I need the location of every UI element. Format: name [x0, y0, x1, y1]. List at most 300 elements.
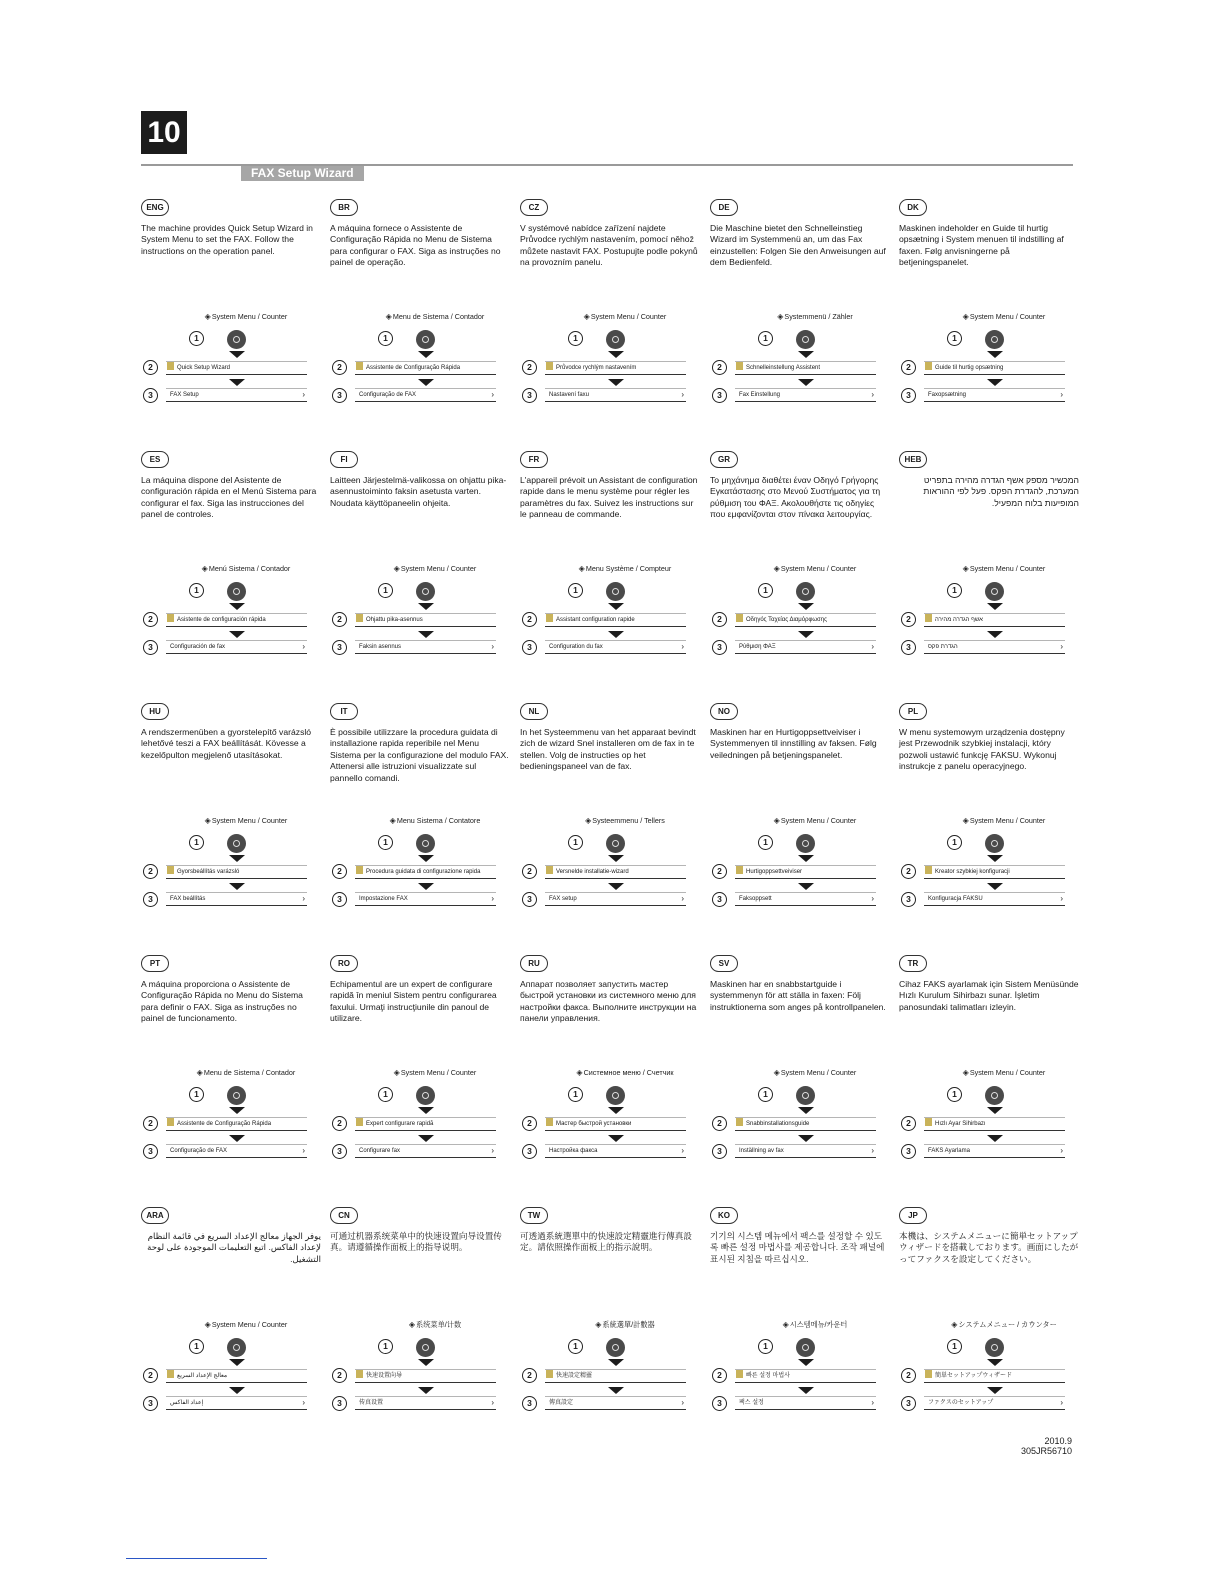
language-section-tr — [899, 955, 1079, 1175]
step-2-number: 2 — [901, 612, 916, 627]
menu-item-label: Hızlı Ayar Sihirbazı — [935, 1121, 986, 1127]
menu-item-quick-setup[interactable] — [166, 361, 307, 375]
menu-path-label — [171, 564, 321, 573]
wizard-icon — [167, 362, 174, 370]
menu-item-label: Gyorsbeállítás varázsló — [177, 869, 240, 875]
menu-item-label: Nastavení faxu — [549, 392, 590, 398]
chevron-right-icon: › — [681, 1398, 684, 1407]
menu-item-label: Schnelleinstellung Assistent — [746, 365, 821, 371]
system-menu-button-icon[interactable] — [606, 582, 625, 601]
menu-item-quick-setup[interactable] — [924, 361, 1065, 375]
down-arrow-icon — [987, 855, 1003, 862]
menu-path-text: System Menu / Counter — [590, 312, 667, 321]
down-arrow-icon — [608, 603, 624, 610]
menu-path-label — [740, 1068, 890, 1077]
step-2-number: 2 — [712, 360, 727, 375]
language-code-badge: BR — [330, 199, 358, 216]
instruction-text: The machine provides Quick Setup Wizard in System Menu to set the FAX. Follow the instructions on the operation panel. — [141, 223, 313, 256]
system-menu-button-icon[interactable] — [796, 330, 815, 349]
system-menu-key-icon: ◈ — [393, 564, 400, 573]
language-section-ko — [710, 1207, 890, 1427]
menu-item-label: Inställning av fax — [739, 1148, 784, 1154]
down-arrow-icon — [418, 631, 434, 638]
down-arrow-icon — [608, 631, 624, 638]
step-2-number: 2 — [901, 1116, 916, 1131]
step-2-number: 2 — [712, 612, 727, 627]
language-code-badge: GR — [710, 451, 738, 468]
menu-item-fax-setup[interactable] — [545, 892, 686, 906]
menu-path-label — [360, 564, 510, 573]
system-menu-button-icon[interactable] — [606, 1338, 625, 1357]
step-3-number: 3 — [522, 892, 537, 907]
down-arrow-icon — [987, 1107, 1003, 1114]
menu-path-text: System Menu / Counter — [211, 312, 288, 321]
menu-path-text: Menu de Sistema / Contador — [203, 1068, 296, 1077]
step-3-number: 3 — [143, 388, 158, 403]
instruction-text: 本機は、システムメニューに簡単セットアップウィザードを搭載しております。画面にしたがってファクスを設定してください。 — [899, 1231, 1079, 1264]
step-3-number: 3 — [712, 388, 727, 403]
language-section-hu — [141, 703, 321, 923]
down-arrow-icon — [229, 351, 245, 358]
footer-date: 2010.9 — [1044, 1436, 1072, 1446]
step-1-number: 1 — [189, 1339, 204, 1354]
menu-item-label: 簡単セットアップウィザード — [935, 1373, 1013, 1379]
menu-path-label — [740, 1320, 890, 1330]
menu-path-text: システムメニュー / カウンター — [958, 1320, 1057, 1329]
menu-item-label: Configuración de fax — [170, 644, 226, 650]
menu-item-label: Configuração de FAX — [359, 392, 417, 398]
menu-item-label: Настройка факса — [549, 1148, 598, 1154]
step-2-number: 2 — [143, 360, 158, 375]
instruction-text: W menu systemowym urządzenia dostępny jest Przewodnik szybkiej instalacji, który pozwoli ustawić funkcję FAKSU. Wykonuj instrukcje z panelu operacyjnego. — [899, 727, 1065, 772]
instruction-text: يوفر الجهاز معالج الإعداد السريع في قائمة النظام لإعداد الفاكس. اتبع التعليمات الموجودة على لوحة التشغيل. — [147, 1231, 321, 1264]
step-3-number: 3 — [522, 1144, 537, 1159]
down-arrow-icon — [608, 1107, 624, 1114]
menu-item-label: Ρύθμιση ΦΑΞ — [739, 644, 776, 650]
menu-item-fax-setup[interactable] — [545, 1396, 686, 1410]
wizard-icon — [167, 1370, 174, 1378]
menu-item-label: Configuração de FAX — [170, 1148, 228, 1154]
menu-item-fax-setup[interactable] — [735, 640, 876, 654]
menu-path-label — [550, 816, 700, 825]
down-arrow-icon — [229, 1387, 245, 1394]
menu-path-text: System Menu / Counter — [969, 312, 1046, 321]
step-1-number: 1 — [947, 331, 962, 346]
step-1-number: 1 — [189, 331, 204, 346]
menu-item-fax-setup[interactable] — [735, 1396, 876, 1410]
step-1-number: 1 — [947, 835, 962, 850]
instruction-text: Cihaz FAKS ayarlamak için Sistem Menüsünde Hızlı Kurulum Sihirbazı sunar. İşletim panosundaki talimatları izleyin. — [899, 979, 1079, 1012]
menu-item-quick-setup[interactable] — [735, 1369, 876, 1383]
down-arrow-icon — [608, 1135, 624, 1142]
step-3-number: 3 — [332, 640, 347, 655]
step-3-number: 3 — [712, 640, 727, 655]
instruction-text: Аппарат позволяет запустить мастер быстрой установки из системного меню для настройки факса. Выполните инструкции на панели управления. — [520, 979, 697, 1024]
system-menu-button-icon[interactable] — [416, 582, 435, 601]
wizard-icon — [925, 1370, 932, 1378]
menu-item-fax-setup[interactable] — [355, 892, 496, 906]
wizard-icon — [736, 1370, 743, 1378]
menu-item-quick-setup[interactable] — [355, 1369, 496, 1383]
wizard-icon — [925, 614, 932, 622]
system-menu-button-icon[interactable] — [227, 834, 246, 853]
menu-item-label: Hurtigoppsettveiviser — [746, 869, 803, 875]
menu-item-quick-setup[interactable] — [166, 1369, 307, 1383]
menu-item-fax-setup[interactable] — [166, 388, 307, 402]
language-section-de — [710, 199, 890, 419]
step-2-number: 2 — [712, 1116, 727, 1131]
chevron-right-icon: › — [491, 1146, 494, 1155]
instruction-text: In het Systeemmenu van het apparaat bevindt zich de wizard Snel installeren om de fax in te stellen. Volg de instructies op het bedieningspaneel van de fax. — [520, 727, 696, 772]
step-3-number: 3 — [143, 892, 158, 907]
system-menu-button-icon[interactable] — [606, 1086, 625, 1105]
system-menu-button-icon[interactable] — [985, 330, 1004, 349]
menu-item-quick-setup[interactable] — [355, 1117, 496, 1131]
language-code-badge: FR — [520, 451, 548, 468]
system-menu-button-icon[interactable] — [985, 1086, 1004, 1105]
language-section-cn — [330, 1207, 510, 1427]
step-3-number: 3 — [901, 1396, 916, 1411]
wizard-icon — [356, 1370, 363, 1378]
down-arrow-icon — [987, 1359, 1003, 1366]
system-menu-button-icon[interactable] — [796, 834, 815, 853]
step-3-number: 3 — [522, 640, 537, 655]
down-arrow-icon — [418, 1107, 434, 1114]
step-3-number: 3 — [901, 640, 916, 655]
language-code-badge: RU — [520, 955, 548, 972]
menu-item-label: Assistente de Configuração Rápida — [177, 1121, 272, 1127]
menu-item-fax-setup[interactable] — [924, 640, 1065, 654]
language-code-badge: PL — [899, 703, 927, 720]
chevron-right-icon: › — [681, 1146, 684, 1155]
system-menu-button-icon[interactable] — [985, 582, 1004, 601]
menu-item-label: معالج الإعداد السريع — [177, 1373, 228, 1379]
step-1-number: 1 — [189, 1087, 204, 1102]
system-menu-key-icon: ◈ — [389, 816, 396, 825]
system-menu-key-icon: ◈ — [583, 312, 590, 321]
instruction-text: 기기의 시스템 메뉴에서 팩스를 설정할 수 있도록 빠른 설정 마법사를 제공합니다. 조작 패널에 표시된 지침을 따르십시오. — [710, 1231, 885, 1264]
instruction-text: La máquina dispone del Asistente de configuración rápida en el Menú Sistema para configurar el fax. Siga las instrucciones del panel de controles. — [141, 475, 317, 520]
language-section-heb — [899, 451, 1079, 671]
menu-item-label: FAX setup — [549, 896, 577, 902]
menu-path-label — [740, 816, 890, 825]
menu-item-label: Configuration du fax — [549, 644, 603, 650]
menu-path-text: System Menu / Counter — [780, 1068, 857, 1077]
step-3-number: 3 — [522, 388, 537, 403]
menu-item-label: אשף הגדרה מהירה — [935, 617, 983, 623]
wizard-icon — [356, 866, 363, 874]
language-section-it — [330, 703, 510, 923]
menu-item-fax-setup[interactable] — [924, 388, 1065, 402]
menu-item-quick-setup[interactable] — [545, 865, 686, 879]
menu-item-quick-setup[interactable] — [735, 1117, 876, 1131]
language-section-ro — [330, 955, 510, 1175]
menu-item-fax-setup[interactable] — [166, 640, 307, 654]
wizard-icon — [546, 1118, 553, 1126]
step-1-number: 1 — [947, 1087, 962, 1102]
menu-item-fax-setup[interactable] — [924, 1396, 1065, 1410]
step-number-badge: 10 — [141, 111, 187, 154]
down-arrow-icon — [608, 883, 624, 890]
menu-item-label: Faksoppsett — [739, 896, 772, 902]
system-menu-button-icon[interactable] — [796, 1338, 815, 1357]
menu-item-label: Snabbinstallationsguide — [746, 1121, 810, 1127]
down-arrow-icon — [798, 1135, 814, 1142]
step-3-number: 3 — [522, 1396, 537, 1411]
menu-path-label — [929, 1320, 1079, 1330]
menu-item-fax-setup[interactable] — [735, 1144, 876, 1158]
menu-path-label — [171, 1320, 321, 1329]
step-1-number: 1 — [378, 331, 393, 346]
down-arrow-icon — [798, 883, 814, 890]
menu-item-quick-setup[interactable] — [924, 865, 1065, 879]
menu-item-fax-setup[interactable] — [355, 640, 496, 654]
menu-item-fax-setup[interactable] — [735, 388, 876, 402]
wizard-icon — [736, 362, 743, 370]
chevron-right-icon: › — [491, 894, 494, 903]
menu-path-label — [929, 312, 1079, 321]
system-menu-button-icon[interactable] — [416, 834, 435, 853]
instruction-text: Το μηχάνημα διαθέτει έναν Οδηγό Γρήγορης Εγκατάστασης στο Μενού Συστήματος για τη ρύθμιση του ΦΑΞ. Ακολουθήστε τις οδηγίες που εμφανίζονται στον πίνακα λειτουργίας. — [710, 475, 881, 520]
down-arrow-icon — [418, 1359, 434, 1366]
system-menu-button-icon[interactable] — [416, 1086, 435, 1105]
step-3-number: 3 — [143, 640, 158, 655]
menu-item-quick-setup[interactable] — [545, 1369, 686, 1383]
instruction-text: A rendszermenüben a gyorstelepítő varázsló lehetővé teszi a FAX beállítását. Kövesse a kezelőpulton megjelenő utasításokat. — [141, 727, 312, 760]
system-menu-key-icon: ◈ — [773, 564, 780, 573]
menu-path-text: System Menu / Counter — [400, 1068, 477, 1077]
chevron-right-icon: › — [1060, 1146, 1063, 1155]
system-menu-button-icon[interactable] — [416, 330, 435, 349]
system-menu-key-icon: ◈ — [782, 1320, 789, 1329]
step-1-number: 1 — [189, 583, 204, 598]
down-arrow-icon — [987, 1135, 1003, 1142]
menu-item-quick-setup[interactable] — [355, 361, 496, 375]
menu-path-text: Systemmenü / Zähler — [784, 312, 853, 321]
system-menu-button-icon[interactable] — [227, 1338, 246, 1357]
down-arrow-icon — [608, 1387, 624, 1394]
down-arrow-icon — [798, 603, 814, 610]
menu-item-quick-setup[interactable] — [166, 1117, 307, 1131]
menu-path-label — [929, 564, 1079, 573]
step-3-number: 3 — [143, 1396, 158, 1411]
system-menu-button-icon[interactable] — [416, 1338, 435, 1357]
menu-item-fax-setup[interactable] — [924, 892, 1065, 906]
menu-item-fax-setup[interactable] — [166, 1144, 307, 1158]
wizard-icon — [736, 866, 743, 874]
language-section-jp — [899, 1207, 1079, 1427]
language-section-no — [710, 703, 890, 923]
menu-item-label: Procedura guidata di configurazione rapida — [366, 869, 481, 875]
step-3-number: 3 — [712, 1144, 727, 1159]
menu-item-quick-setup[interactable] — [924, 613, 1065, 627]
instruction-text: 可透過系統選單中的快速設定精靈進行傳真設定。請依照操作面板上的指示說明。 — [520, 1231, 692, 1253]
step-1-number: 1 — [189, 835, 204, 850]
step-1-number: 1 — [568, 835, 583, 850]
menu-item-fax-setup[interactable] — [355, 1396, 496, 1410]
step-1-number: 1 — [568, 583, 583, 598]
menu-item-label: Assistant configuration rapide — [556, 617, 635, 623]
wizard-icon — [736, 1118, 743, 1126]
system-menu-key-icon: ◈ — [962, 1068, 969, 1077]
step-1-number: 1 — [568, 331, 583, 346]
step-2-number: 2 — [332, 1116, 347, 1131]
menu-path-text: Menu Sistema / Contatore — [396, 816, 481, 825]
language-section-es — [141, 451, 321, 671]
menu-path-label — [550, 564, 700, 573]
system-menu-key-icon: ◈ — [962, 564, 969, 573]
language-code-badge: NL — [520, 703, 548, 720]
chevron-right-icon: › — [681, 894, 684, 903]
step-1-number: 1 — [568, 1339, 583, 1354]
menu-item-fax-setup[interactable] — [166, 1396, 307, 1410]
system-menu-button-icon[interactable] — [606, 834, 625, 853]
system-menu-key-icon: ◈ — [773, 816, 780, 825]
system-menu-button-icon[interactable] — [796, 1086, 815, 1105]
menu-item-fax-setup[interactable] — [924, 1144, 1065, 1158]
wizard-icon — [546, 866, 553, 874]
step-2-number: 2 — [522, 864, 537, 879]
wizard-icon — [167, 866, 174, 874]
system-menu-key-icon: ◈ — [962, 312, 969, 321]
menu-item-fax-setup[interactable] — [735, 892, 876, 906]
chevron-right-icon: › — [871, 894, 874, 903]
down-arrow-icon — [608, 351, 624, 358]
menu-item-quick-setup[interactable] — [924, 1369, 1065, 1383]
instruction-text: Laitteen Järjestelmä-valikossa on ohjattu pika-asennustoiminto faksin asetusta varten. Noudata käyttöpaneelin ohjeita. — [330, 475, 507, 508]
down-arrow-icon — [798, 1359, 814, 1366]
menu-item-quick-setup[interactable] — [166, 865, 307, 879]
menu-path-label — [740, 564, 890, 573]
step-3-number: 3 — [901, 892, 916, 907]
wizard-icon — [546, 1370, 553, 1378]
bottom-link-underline[interactable] — [126, 1558, 267, 1559]
menu-item-label: Fax Einstellung — [739, 392, 781, 398]
menu-item-fax-setup[interactable] — [355, 1144, 496, 1158]
menu-item-quick-setup[interactable] — [924, 1117, 1065, 1131]
system-menu-button-icon[interactable] — [985, 834, 1004, 853]
down-arrow-icon — [798, 1387, 814, 1394]
language-section-pl — [899, 703, 1079, 923]
chevron-right-icon: › — [871, 642, 874, 651]
step-3-number: 3 — [901, 388, 916, 403]
menu-item-fax-setup[interactable] — [355, 388, 496, 402]
down-arrow-icon — [229, 603, 245, 610]
menu-item-quick-setup[interactable] — [355, 613, 496, 627]
wizard-icon — [167, 1118, 174, 1126]
menu-item-quick-setup[interactable] — [545, 361, 686, 375]
language-section-dk — [899, 199, 1079, 419]
step-3-number: 3 — [712, 1396, 727, 1411]
menu-item-label: Assistente de Configuração Rápida — [366, 365, 461, 371]
menu-item-label: Impostazione FAX — [359, 896, 408, 902]
menu-path-text: System Menu / Counter — [969, 564, 1046, 573]
menu-item-quick-setup[interactable] — [545, 1117, 686, 1131]
menu-item-label: FAX Setup — [170, 392, 199, 398]
language-section-sv — [710, 955, 890, 1175]
menu-path-text: System Menu / Counter — [400, 564, 477, 573]
system-menu-button-icon[interactable] — [227, 582, 246, 601]
menu-item-quick-setup[interactable] — [735, 361, 876, 375]
system-menu-key-icon: ◈ — [393, 1068, 400, 1077]
step-2-number: 2 — [901, 864, 916, 879]
menu-item-label: Guide til hurtig opsætning — [935, 365, 1004, 371]
step-2-number: 2 — [332, 1368, 347, 1383]
system-menu-button-icon[interactable] — [227, 330, 246, 349]
language-code-badge: PT — [141, 955, 169, 972]
step-1-number: 1 — [568, 1087, 583, 1102]
menu-item-label: Faxopsætning — [928, 392, 967, 398]
wizard-icon — [356, 1118, 363, 1126]
wizard-icon — [546, 614, 553, 622]
instruction-text: È possibile utilizzare la procedura guidata di installazione rapida reperibile nel Menu Sistema per la configurazione del modulo FAX. Attenersi alle istruzioni visualizzate sul pannello comandi. — [330, 727, 509, 783]
system-menu-key-icon: ◈ — [204, 816, 211, 825]
system-menu-key-icon: ◈ — [385, 312, 392, 321]
step-2-number: 2 — [332, 864, 347, 879]
menu-item-quick-setup[interactable] — [735, 865, 876, 879]
menu-item-fax-setup[interactable] — [166, 892, 307, 906]
instruction-text: המכשיר מספק אשף הגדרה מהירה בתפריט המערכת, להגדרת הפקס. פעל לפי ההוראות המופיעות בלוח המפעיל. — [923, 475, 1079, 508]
wizard-icon — [925, 866, 932, 874]
system-menu-button-icon[interactable] — [796, 582, 815, 601]
menu-item-fax-setup[interactable] — [545, 1144, 686, 1158]
system-menu-button-icon[interactable] — [606, 330, 625, 349]
system-menu-key-icon: ◈ — [201, 564, 208, 573]
down-arrow-icon — [229, 1107, 245, 1114]
system-menu-button-icon[interactable] — [227, 1086, 246, 1105]
language-code-badge: DE — [710, 199, 738, 216]
menu-path-label — [360, 1320, 510, 1330]
language-code-badge: CZ — [520, 199, 548, 216]
system-menu-key-icon: ◈ — [196, 1068, 203, 1077]
down-arrow-icon — [798, 631, 814, 638]
menu-path-text: Системное меню / Счетчик — [583, 1068, 674, 1077]
menu-path-label — [360, 312, 510, 321]
menu-item-fax-setup[interactable] — [545, 640, 686, 654]
language-code-badge: ENG — [141, 199, 169, 216]
menu-item-quick-setup[interactable] — [166, 613, 307, 627]
chevron-right-icon: › — [1060, 642, 1063, 651]
menu-path-text: System Menu / Counter — [211, 1320, 288, 1329]
chevron-right-icon: › — [681, 390, 684, 399]
chevron-right-icon: › — [871, 1398, 874, 1407]
menu-item-quick-setup[interactable] — [545, 613, 686, 627]
chevron-right-icon: › — [1060, 894, 1063, 903]
step-3-number: 3 — [332, 892, 347, 907]
menu-item-label: إعداد الفاكس — [170, 1400, 204, 1406]
language-code-badge: RO — [330, 955, 358, 972]
chevron-right-icon: › — [491, 390, 494, 399]
menu-item-quick-setup[interactable] — [355, 865, 496, 879]
step-2-number: 2 — [712, 864, 727, 879]
system-menu-button-icon[interactable] — [985, 1338, 1004, 1357]
step-1-number: 1 — [758, 1087, 773, 1102]
instruction-text: Maskinen indeholder en Guide til hurtig opsætning i System menuen til indstilling af faxen. Følg anvisningerne på betjeningspanelet. — [899, 223, 1064, 268]
menu-path-label — [929, 816, 1079, 825]
menu-path-text: System Menu / Counter — [211, 816, 288, 825]
step-3-number: 3 — [332, 1396, 347, 1411]
step-2-number: 2 — [143, 1368, 158, 1383]
down-arrow-icon — [798, 379, 814, 386]
step-2-number: 2 — [901, 360, 916, 375]
menu-path-text: Menú Sistema / Contador — [208, 564, 291, 573]
down-arrow-icon — [608, 379, 624, 386]
down-arrow-icon — [987, 1387, 1003, 1394]
chevron-right-icon: › — [302, 1146, 305, 1155]
menu-item-label: Οδηγός Ταχείας Διαμόρφωσης — [746, 617, 827, 623]
menu-item-quick-setup[interactable] — [735, 613, 876, 627]
menu-item-fax-setup[interactable] — [545, 388, 686, 402]
